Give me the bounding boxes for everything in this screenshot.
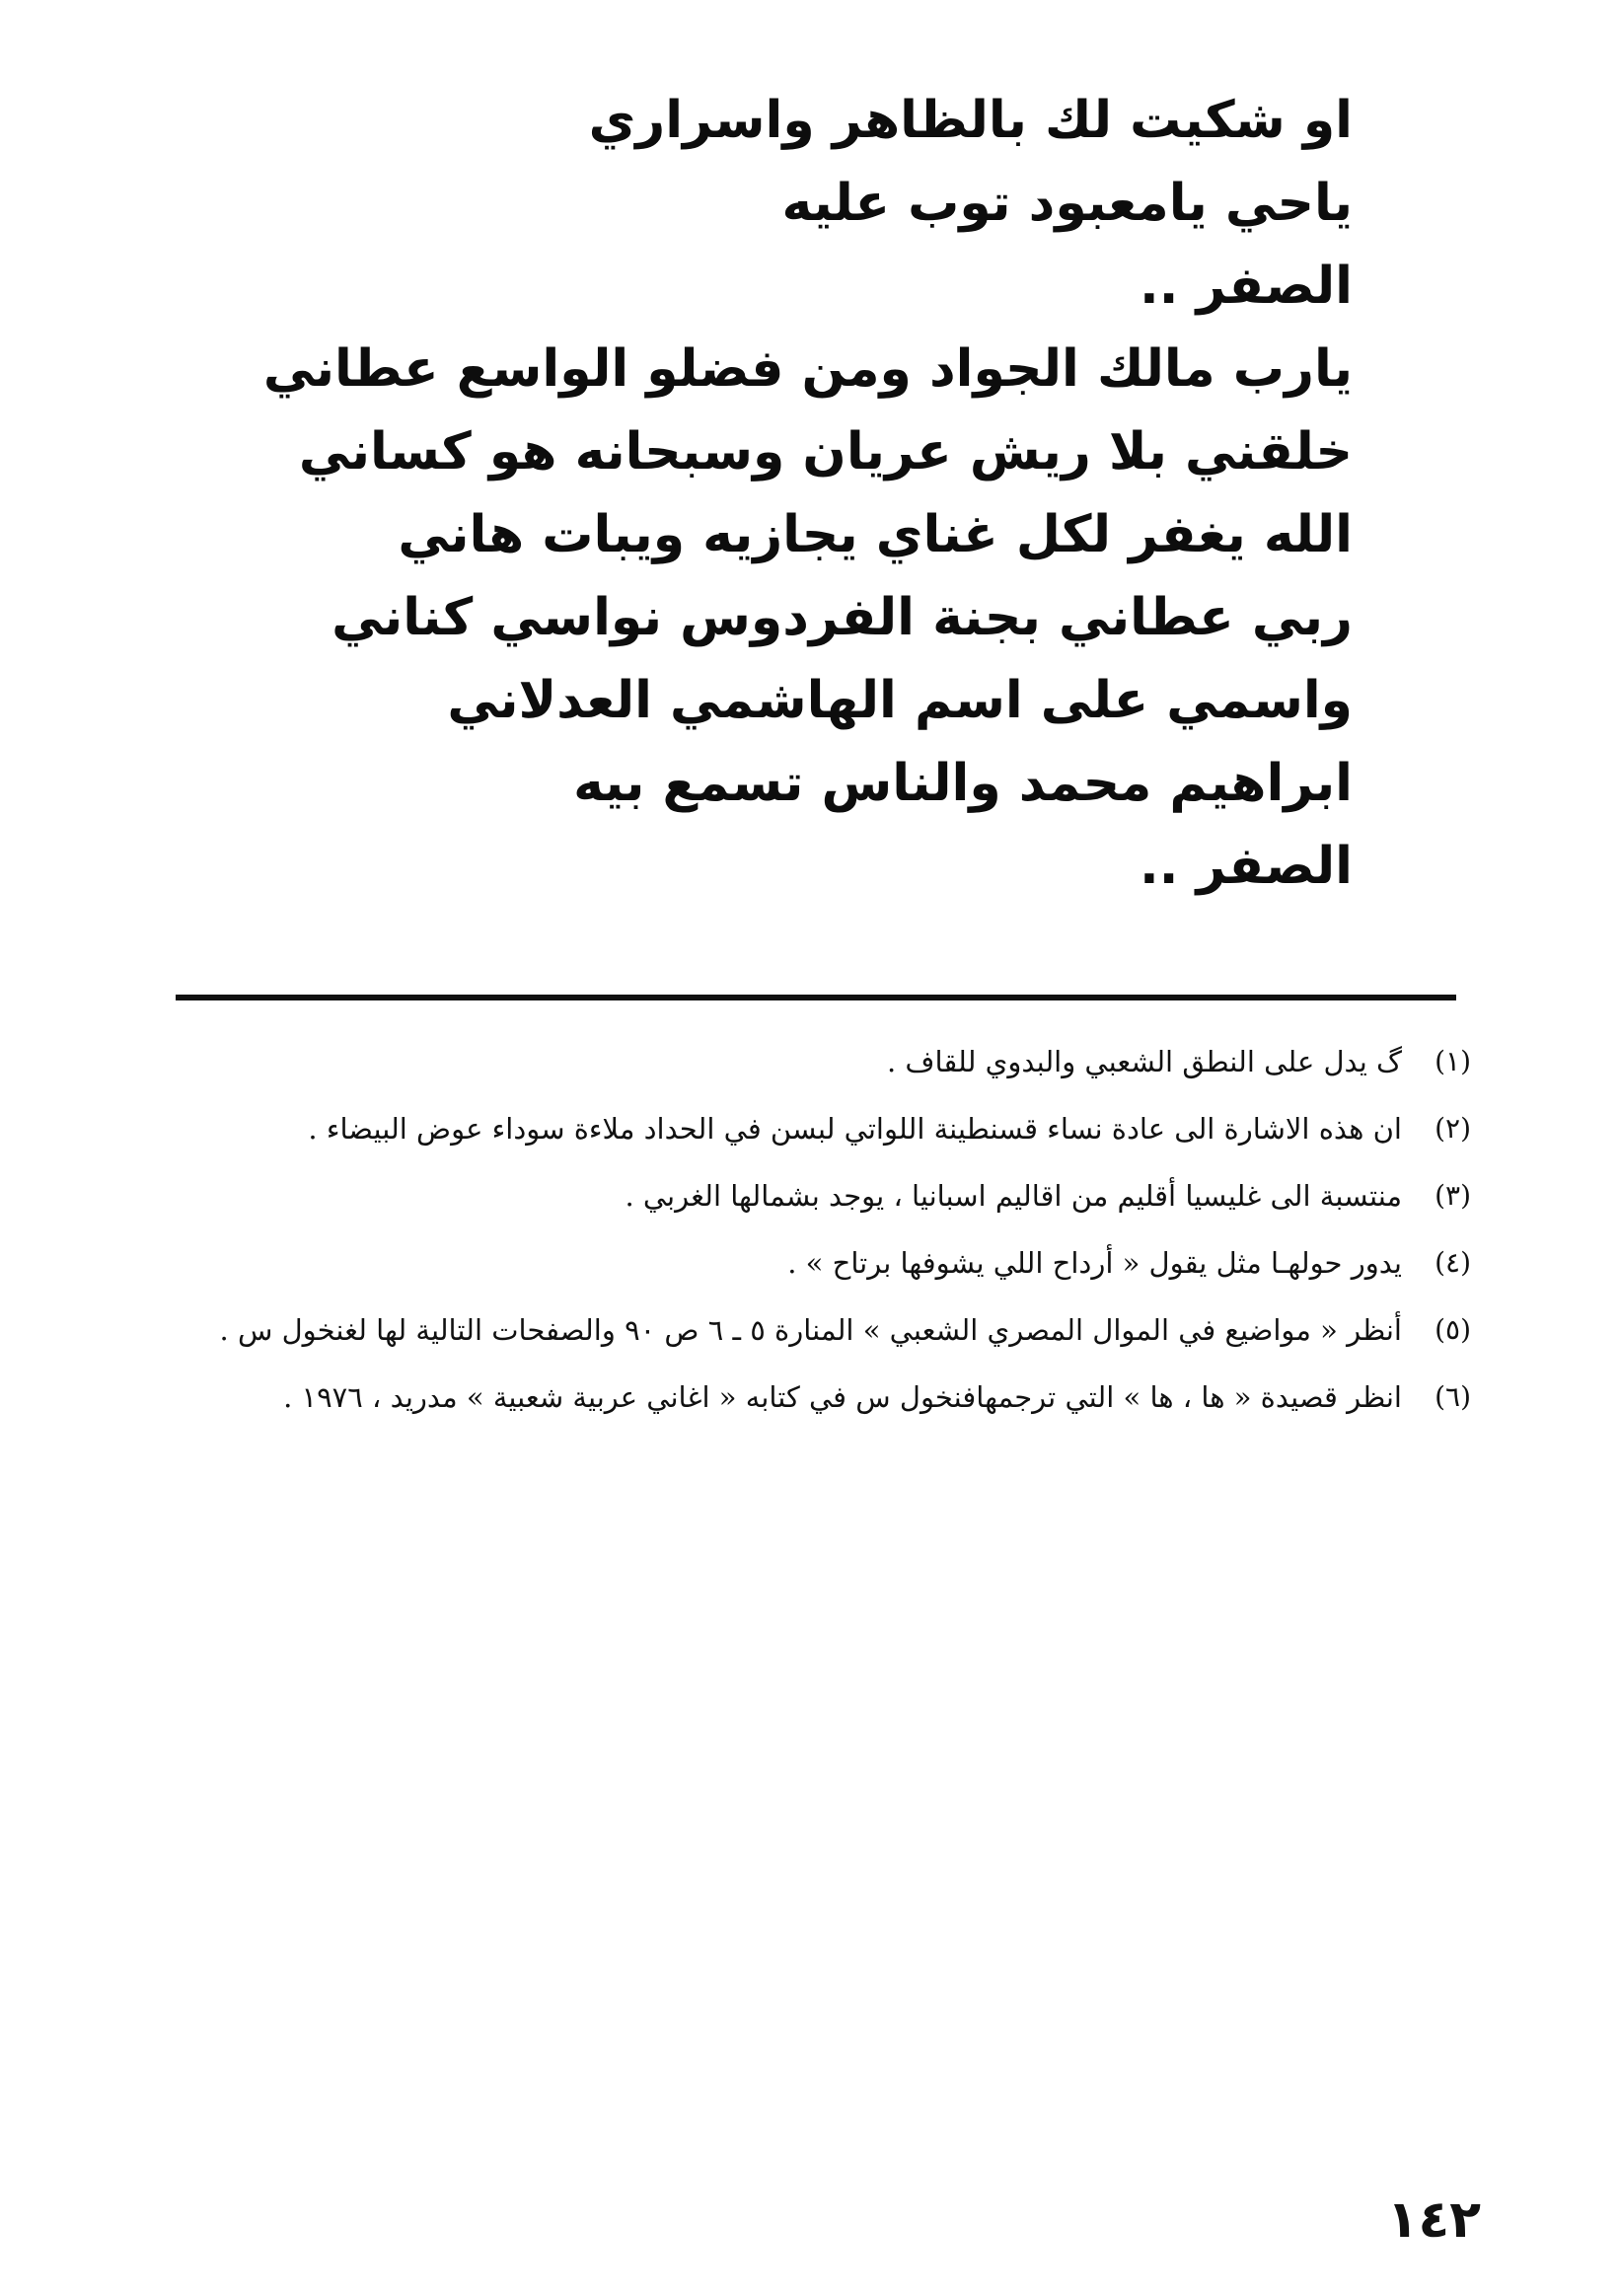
footnote-item (159, 1237, 1471, 1289)
footnote-item (159, 1036, 1471, 1087)
poem-line: واسمي على اسم الهاشمي العدلاني (447, 671, 1353, 730)
poem-line: الصفر .. (1140, 837, 1353, 896)
footnote-text: يدور حولهـا مثل يقول « أرداح اللي يشوفها برتاح » . (787, 1246, 1402, 1280)
poem-line: ربي عطاني بجنة الفردوس نواسي كناني (331, 588, 1353, 647)
poem-block (262, 79, 1353, 908)
footnote-number: (٢) (1435, 1112, 1471, 1145)
footnote-text: ان هذه الاشارة الى عادة نساء قسنطينة اللواتي لبسن في الحداد ملاءة سوداء عوض البيضاء . (308, 1112, 1402, 1146)
page-number: ١٤٢ (1386, 2190, 1481, 2250)
footnote-number: (٣) (1435, 1179, 1471, 1212)
footnote-item (159, 1170, 1471, 1222)
footnote-number: (١) (1435, 1045, 1471, 1077)
poem-line: الصفر .. (1140, 257, 1353, 316)
footnote-number: (٤) (1435, 1246, 1471, 1279)
footnote-item (159, 1371, 1471, 1423)
footnote-text: أنظر « مواضيع في الموال المصري الشعبي » المنارة ٥ ـ ٦ ص ٩٠ والصفحات التالية لها لغنخول س . (219, 1313, 1402, 1347)
poem-line: يارب مالك الجواد ومن فضلو الواسع عطاني (262, 339, 1353, 399)
footnote-number: (٦) (1435, 1380, 1471, 1413)
poem-line: خلقني بلا ريش عريان وسبحانه هو كساني (298, 422, 1353, 481)
footnote-number: (٥) (1435, 1313, 1471, 1346)
footnote-item (159, 1304, 1471, 1356)
footnotes-section (159, 1036, 1471, 1439)
poem-line: او شكيت لك بالظاهر واسراري (588, 91, 1353, 150)
footnote-text: گ يدل على النطق الشعبي والبدوي للقاف . (886, 1045, 1402, 1078)
poem-line: ياحي يامعبود توب عليه (781, 174, 1353, 233)
footnote-text: منتسبة الى غليسيا أقليم من اقاليم اسبانيا ، يوجد بشمالها الغربي . (625, 1179, 1402, 1213)
footnote-text: انظر قصيدة « ها ، ها » التي ترجمهافنخول س في كتابه « اغاني عربية شعبية » مدريد ، ١٩٧٦ . (283, 1380, 1402, 1414)
poem-line: ابراهيم محمد والناس تسمع بيه (573, 754, 1353, 813)
poem-line: الله يغفر لكل غناي يجازيه ويبات هاني (398, 505, 1353, 564)
footnote-divider (176, 995, 1456, 1000)
footnote-item (159, 1103, 1471, 1154)
